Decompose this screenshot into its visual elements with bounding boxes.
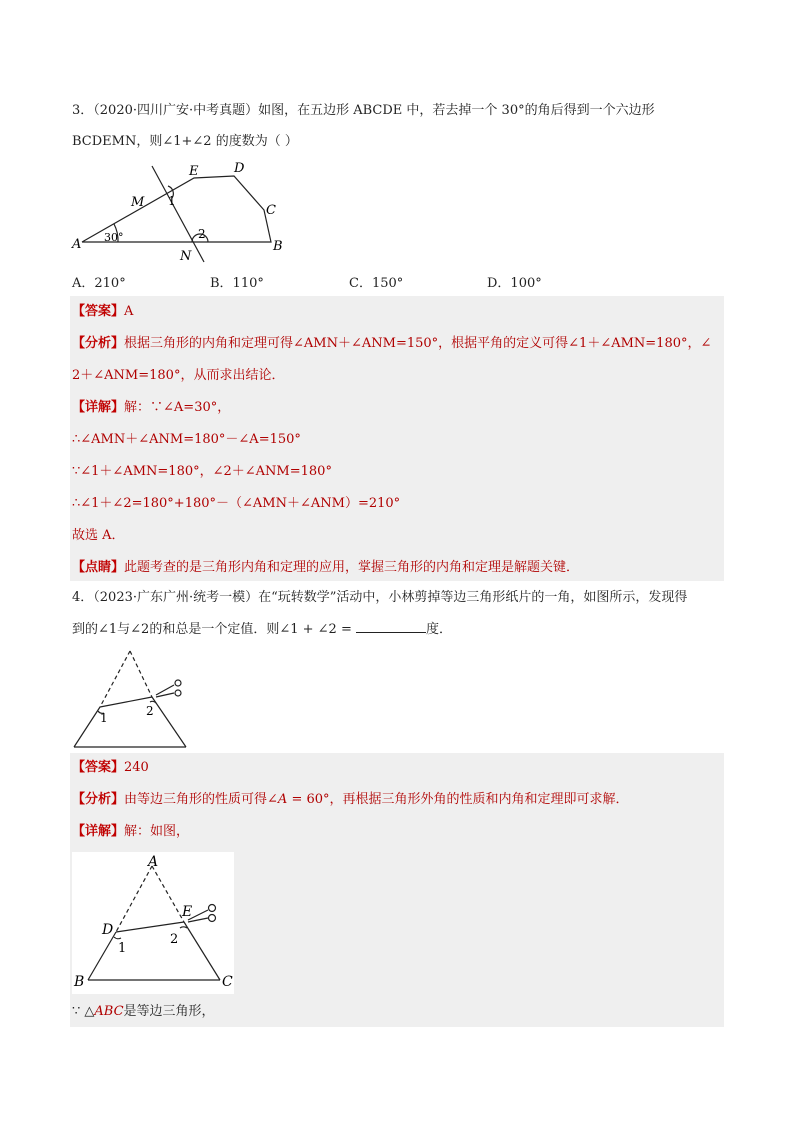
q4-stem-line1: 4．（2023·广东广州·统考一模）在“玩转数学”活动中，小林剪掉等边三角形纸片的一角，如图所示，发现得 — [72, 590, 688, 605]
fig2-label-E: E — [182, 904, 193, 920]
q3-stem-line2: BCDEMN，则∠1+∠2 的度数为（ ） — [72, 134, 298, 149]
q4-last-line: ∵ △ABC是等边三角形， — [72, 1004, 215, 1019]
pentagon-figure — [68, 158, 288, 266]
q4-stem-line2: 到的∠1与∠2的和总是一个定值．则∠1 + ∠2 = 度． — [72, 622, 452, 637]
q3-detail-line2: ∴∠AMN＋∠ANM=180°－∠A=150° — [72, 432, 301, 447]
q3-stem-line1: 3．（2020·四川广安·中考真题）如图，在五边形 ABCDE 中，若去掉一个 30°的角后得到一个六边形 — [72, 103, 655, 118]
q3-answer: 【答案】A — [72, 304, 134, 319]
q4-detail: 【详解】解：如图， — [72, 824, 190, 839]
fig2-label-D: D — [102, 922, 114, 938]
label-N: N — [180, 249, 192, 264]
q3-detail-line5: 故选 A． — [72, 528, 125, 543]
q3-detail-line4: ∴∠1＋∠2=180°+180°－（∠AMN＋∠ANM）=210° — [72, 496, 401, 511]
label-A: A — [72, 237, 82, 252]
label-E: E — [189, 164, 199, 179]
q3-comment: 【点睛】此题考查的是三角形内角和定理的应用，掌握三角形的内角和定理是解题关键． — [72, 560, 580, 575]
label-angle-A: 30° — [104, 231, 124, 244]
option-b: B．110° — [210, 276, 264, 291]
label-angle1: 1 — [168, 194, 176, 208]
label-B: B — [273, 239, 283, 254]
q3-detail: 【详解】解：∵∠A=30°， — [72, 400, 231, 415]
option-a: A．210° — [72, 276, 126, 291]
option-c: C．150° — [349, 276, 404, 291]
option-d: D．100° — [487, 276, 542, 291]
q3-analysis-line2: 2＋∠ANM=180°，从而求出结论． — [72, 368, 285, 383]
label-D: D — [234, 161, 245, 176]
fig1-angle2: 2 — [146, 704, 154, 718]
fig2-label-A: A — [148, 854, 159, 870]
label-C: C — [266, 203, 276, 218]
fig1-angle1: 1 — [100, 711, 108, 725]
q4-answer: 【答案】240 — [72, 760, 149, 775]
label-M: M — [131, 195, 145, 210]
fig2-label-C: C — [222, 974, 233, 990]
q3-detail-line3: ∵∠1＋∠AMN=180°，∠2＋∠ANM=180° — [72, 464, 332, 479]
label-angle2: 2 — [198, 227, 206, 241]
q3-analysis: 【分析】根据三角形的内角和定理可得∠AMN＋∠ANM=150°，根据平角的定义可得∠1＋∠AMN=180°，∠ — [72, 336, 712, 351]
triangle-figure-question — [70, 645, 194, 751]
answer-blank — [356, 620, 426, 633]
fig2-label-B: B — [74, 974, 85, 990]
q4-analysis: 【分析】由等边三角形的性质可得∠A = 60°，再根据三角形外角的性质和内角和定理即可求解． — [72, 792, 629, 807]
fig2-angle2: 2 — [170, 932, 179, 947]
triangle-figure-solution — [72, 852, 234, 994]
fig2-angle1: 1 — [118, 941, 127, 956]
